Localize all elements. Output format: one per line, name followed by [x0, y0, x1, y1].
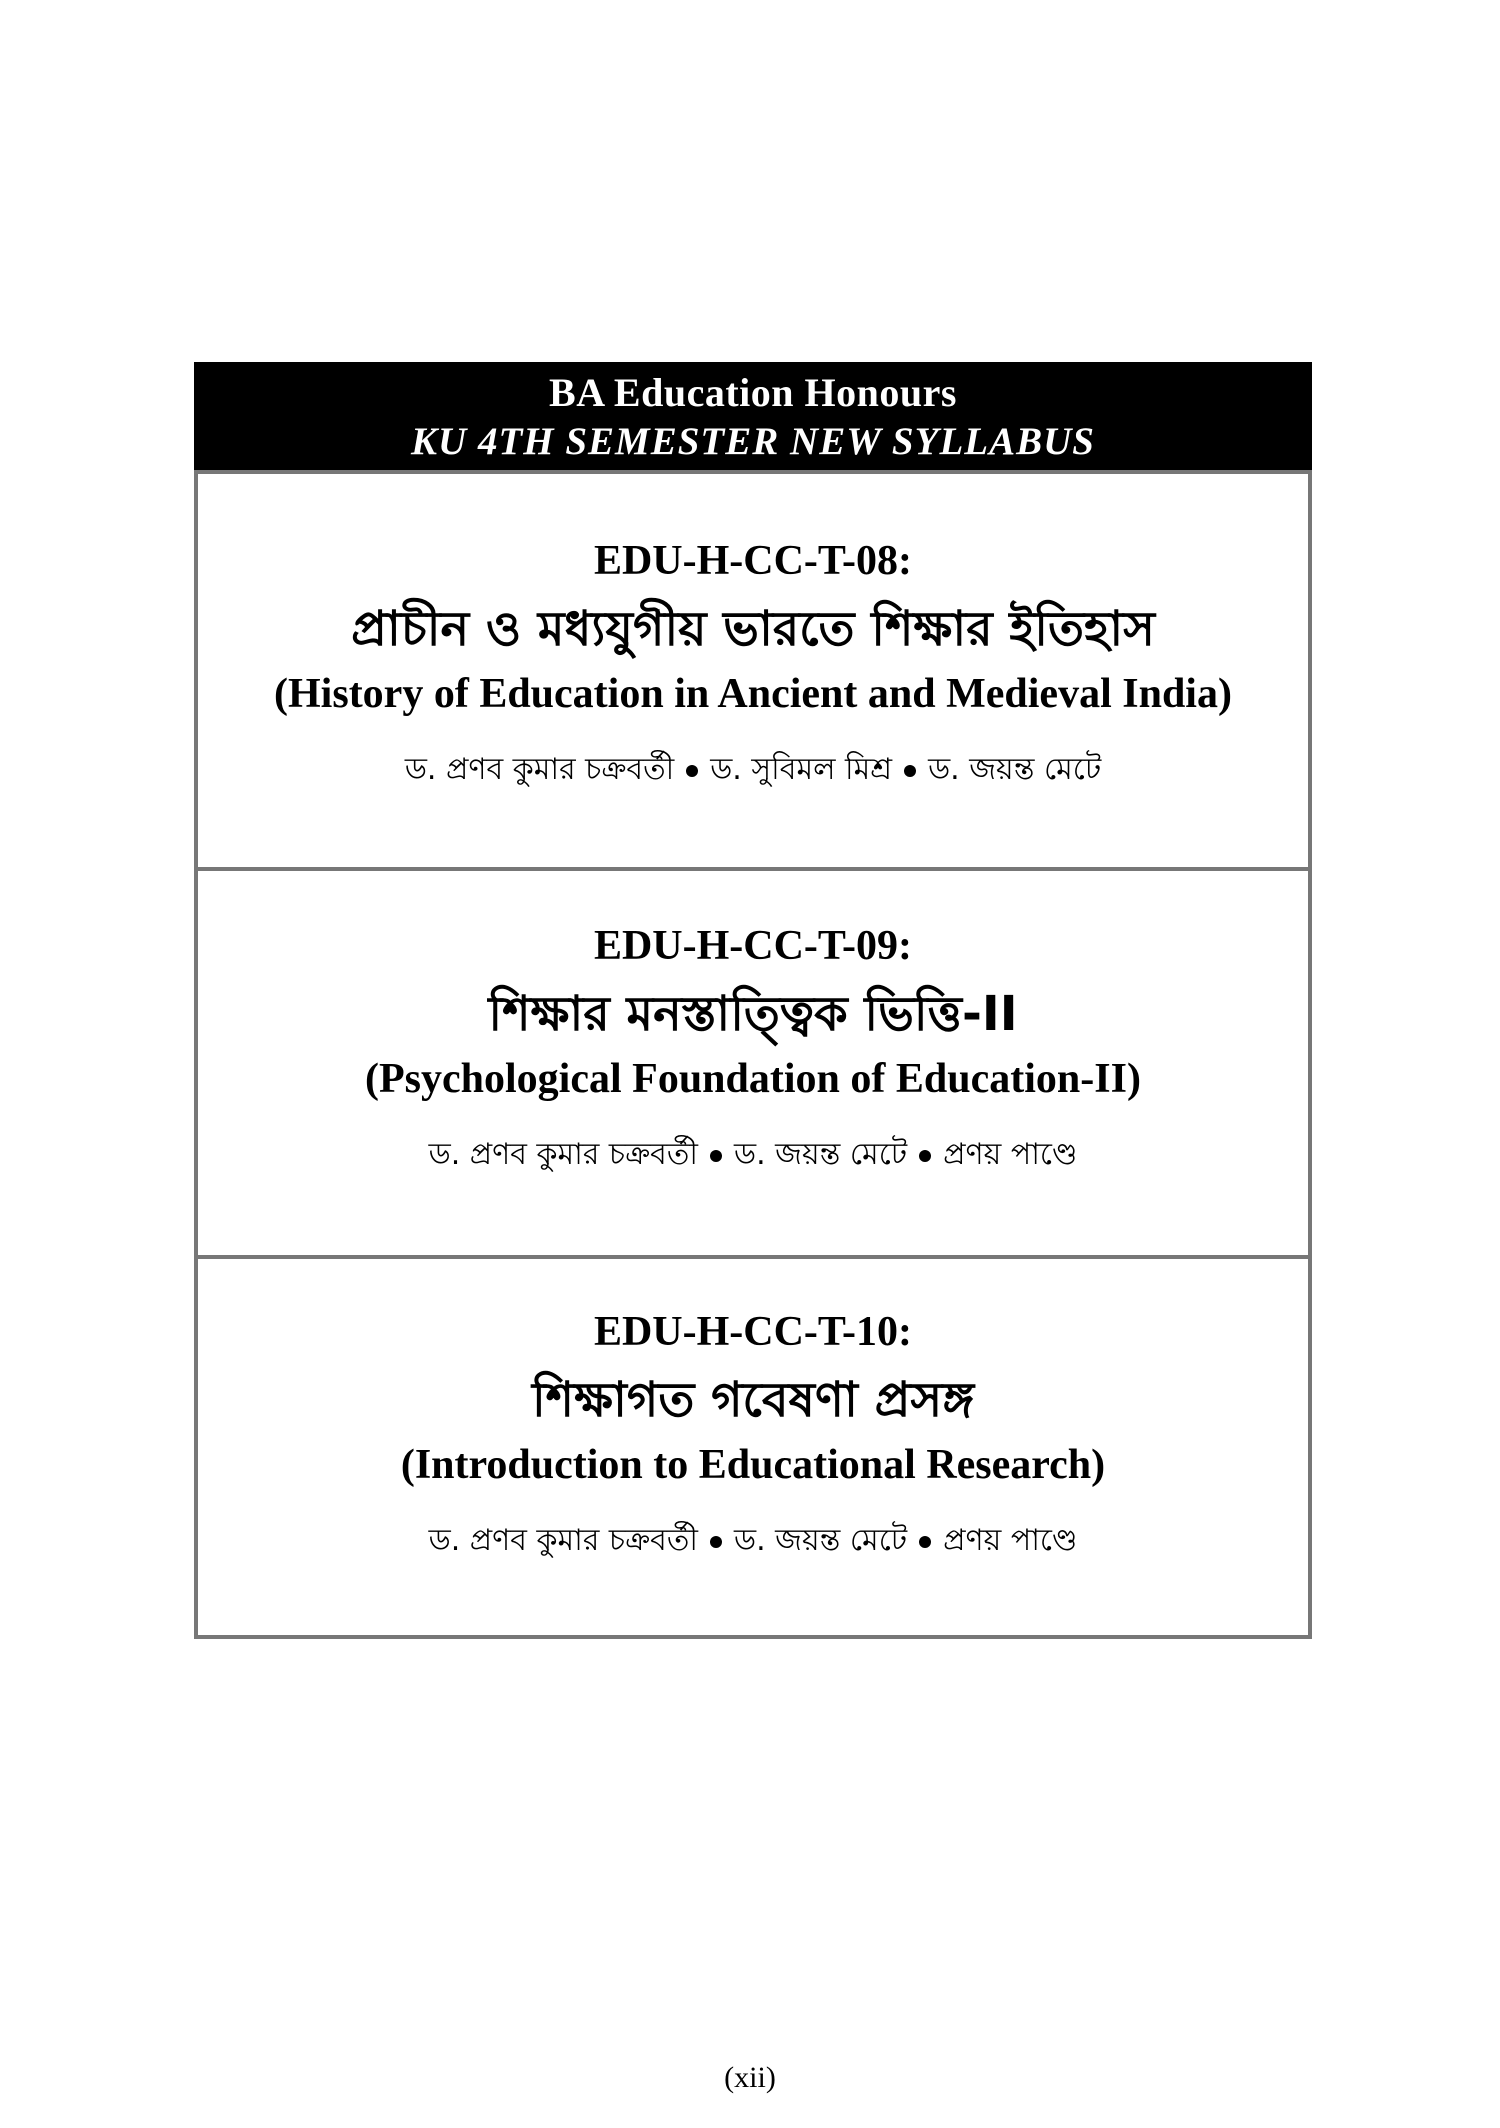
author-name: ড. প্রণব কুমার চক্রবর্তী [404, 752, 675, 787]
bullet-separator [686, 765, 698, 777]
course-title-english: (Introduction to Educational Research) [400, 1442, 1106, 1488]
course-code: EDU-H-CC-T-10: [593, 1309, 913, 1355]
author-name: ড. প্রণব কুমার চক্রবর্তী [428, 1137, 698, 1172]
course-authors [198, 750, 1308, 790]
author-name: ড. জয়ন্ত মেটে [733, 1137, 908, 1172]
semester-title: KU 4TH SEMESTER NEW SYLLABUS [411, 420, 1095, 463]
page-number: (xii) [724, 2061, 776, 2094]
syllabus-header [194, 362, 1312, 470]
course-title-bengali: প্রাচীন ও মধ্যযুগীয় ভারতে শিক্ষার ইতিহাস [351, 601, 1155, 657]
course-code: EDU-H-CC-T-09: [593, 923, 913, 969]
author-name: প্রণয় পাণ্ডে [943, 1137, 1078, 1172]
bullet-separator [919, 1150, 931, 1162]
course-authors [198, 1135, 1308, 1175]
syllabus-frame [194, 362, 1312, 1639]
author-name: প্রণয় পাণ্ডে [943, 1523, 1078, 1558]
author-name: ড. সুবিমল মিশ্র [710, 752, 893, 787]
author-name: ড. প্রণব কুমার চক্রবর্তী [428, 1523, 698, 1558]
course-authors [198, 1521, 1308, 1561]
course-title-english: (History of Education in Ancient and Medieval India) [274, 671, 1232, 717]
course-list [194, 470, 1312, 1639]
course-title-english: (Psychological Foundation of Education-II) [365, 1056, 1141, 1102]
course-block-09 [198, 867, 1308, 1255]
bullet-separator [710, 1150, 722, 1162]
bullet-separator [904, 765, 916, 777]
course-title-bengali: শিক্ষাগত গবেষণা প্রসঙ্গ [531, 1372, 975, 1428]
author-name: ড. জয়ন্ত মেটে [733, 1523, 908, 1558]
bullet-separator [710, 1536, 722, 1548]
author-name: ড. জয়ন্ত মেটে [928, 752, 1102, 787]
bullet-separator [919, 1536, 931, 1548]
program-title: BA Education Honours [549, 370, 957, 415]
course-title-bengali: শিক্ষার মনস্তাত্ত্বিক ভিত্তি-II [488, 986, 1018, 1042]
course-code: EDU-H-CC-T-08: [593, 538, 913, 584]
course-block-08 [198, 474, 1308, 867]
course-block-10 [198, 1255, 1308, 1635]
